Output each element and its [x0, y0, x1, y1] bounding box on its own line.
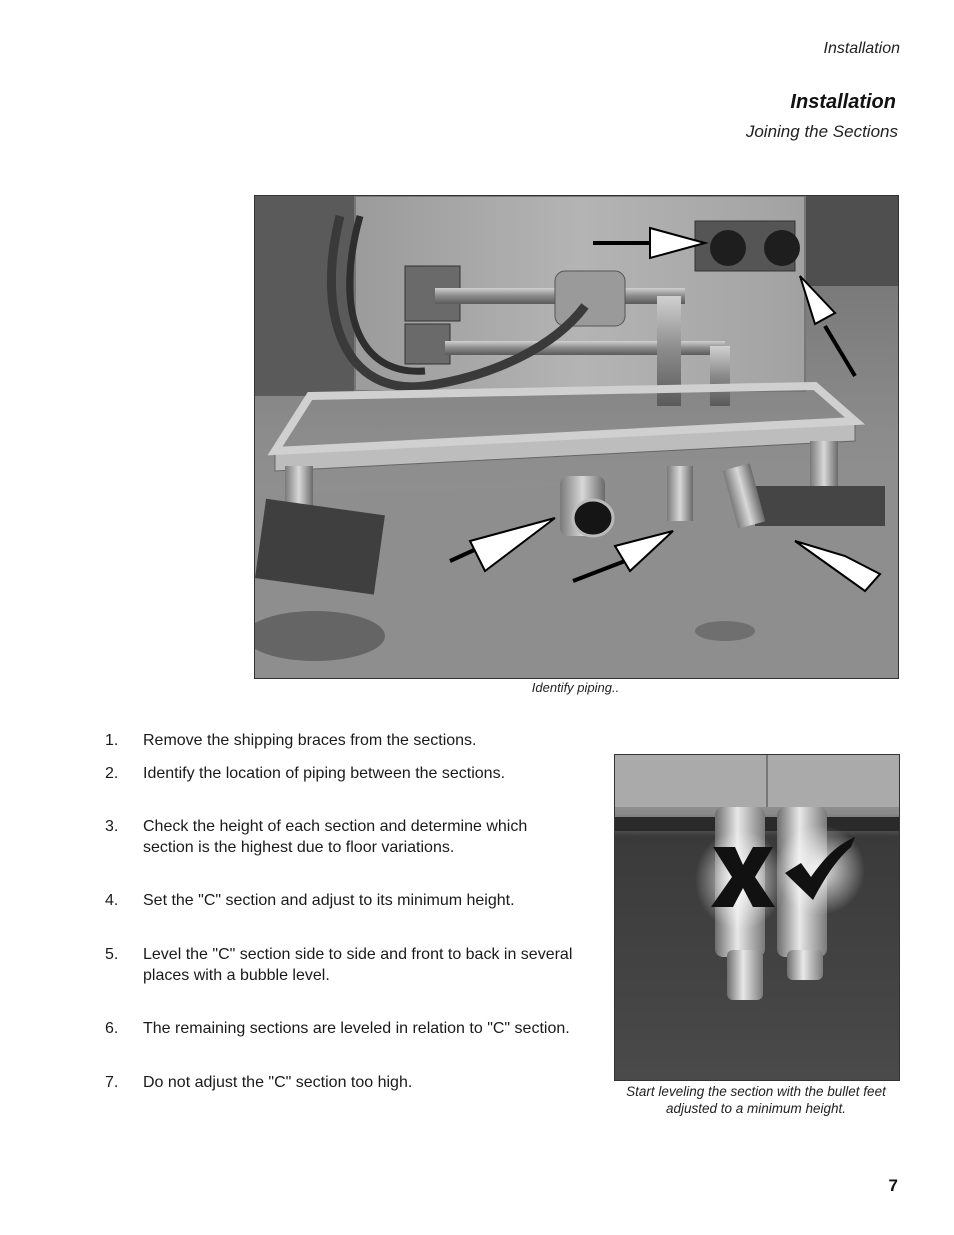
bullet-feet-photo: [614, 754, 900, 1081]
list-item: [105, 890, 575, 911]
list-item: [105, 1018, 575, 1039]
section-subtitle: Joining the Sections: [745, 122, 898, 141]
list-item: [105, 944, 575, 986]
list-item: [105, 816, 575, 858]
step-text: Do not adjust the "C" section too high.: [143, 1074, 413, 1091]
step-number: 4.: [105, 892, 119, 909]
piping-photo-icon: [255, 196, 898, 678]
step-number: 6.: [105, 1020, 119, 1037]
piping-figure-caption: Identify piping..: [531, 680, 620, 695]
step-text: Set the "C" section and adjust to its minimum height.: [143, 892, 515, 909]
step-number: 1.: [105, 732, 119, 749]
list-item: [105, 730, 575, 751]
running-head: Installation: [823, 40, 900, 57]
step-number: 7.: [105, 1074, 119, 1091]
step-number: 5.: [105, 946, 119, 963]
step-text: The remaining sections are leveled in relation to "C" section.: [143, 1020, 570, 1037]
step-text: Identify the location of piping between the sections.: [143, 765, 506, 782]
step-number: 2.: [105, 765, 119, 782]
list-item: [105, 763, 575, 784]
step-text: Check the height of each section and determine which section is the highest due to floor variations.: [143, 818, 528, 856]
step-number: 3.: [105, 818, 119, 835]
step-text: Remove the shipping braces from the sections.: [143, 732, 477, 749]
step-text: Level the "C" section side to side and front to back in several places with a bubble level.: [143, 946, 573, 984]
piping-photo: [254, 195, 899, 679]
section-title: Installation: [790, 91, 896, 113]
bullet-feet-photo-icon: [615, 755, 899, 1080]
list-item: [105, 1072, 575, 1093]
page-number: 7: [888, 1176, 898, 1195]
leveling-figure-caption: Start leveling the section with the bullet feet adjusted to a minimum height.: [626, 1084, 886, 1116]
